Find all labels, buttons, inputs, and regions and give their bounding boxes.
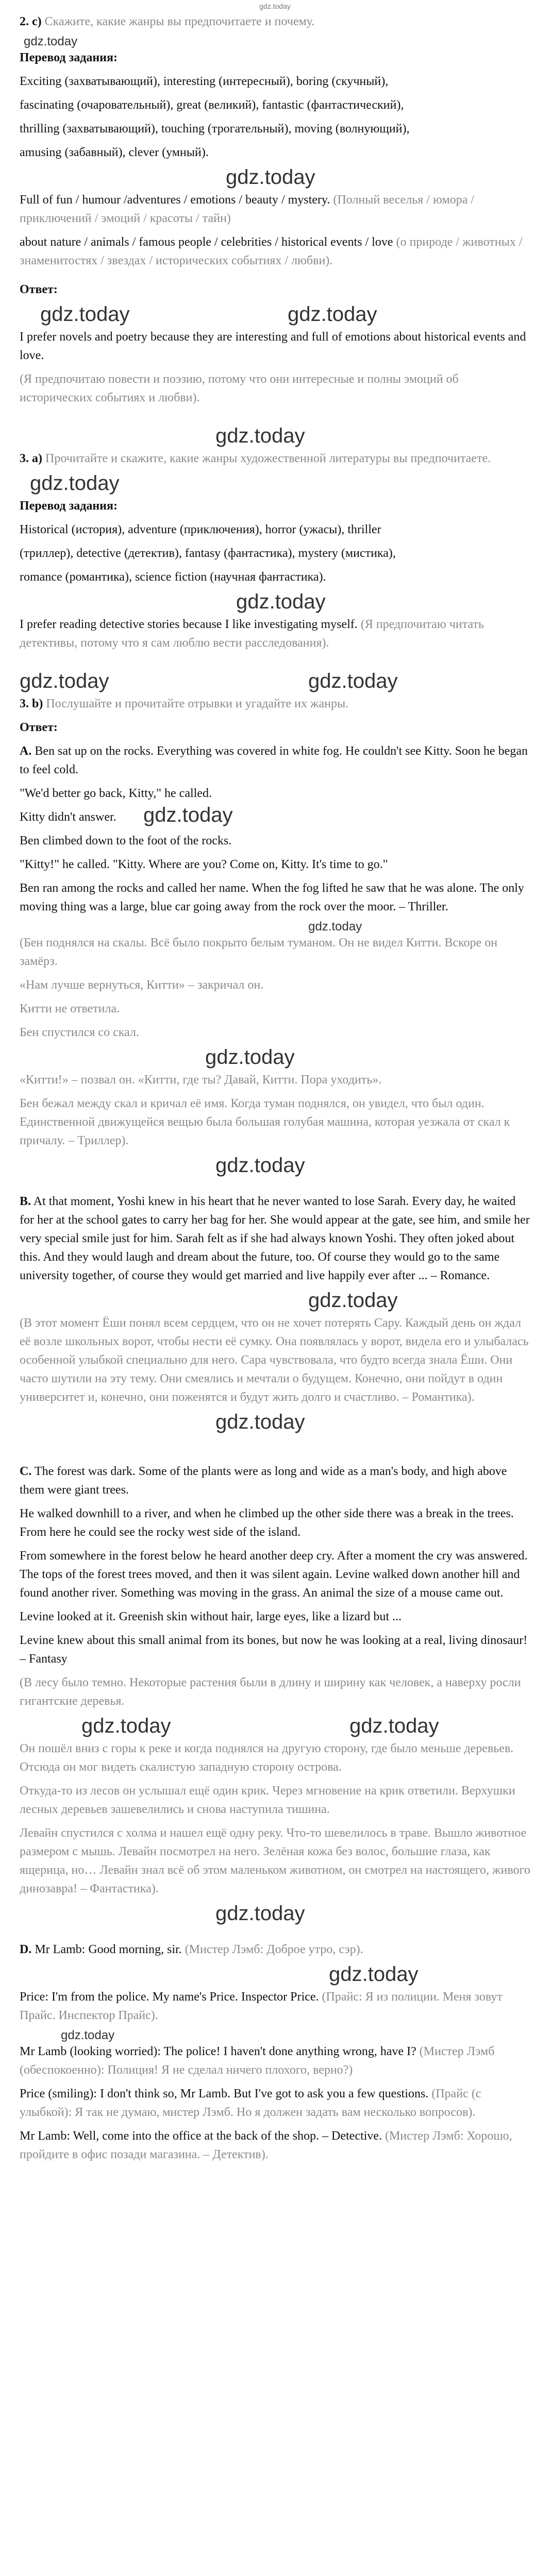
text-c-p5: Levine knew about this small animal from its bones, but now he was looking at a real, living dinosaur! – Fantasy: [20, 1634, 528, 1666]
text-a-p5: "Kitty!" he called. "Kitty. Where are you? Come on, Kitty. It's time to go.": [20, 858, 388, 871]
watermark-row: [20, 2030, 530, 2041]
text-a-ru: «Китти!» – позвал он. «Китти, где ты? Давай, Китти. Пора уходить».: [20, 1073, 382, 1087]
watermark-row: [20, 36, 530, 47]
task-number: 3. a): [20, 452, 42, 465]
vocab-en: about nature / animals / famous people / celebrities / historical events / love: [20, 235, 393, 249]
text-a-p3-row: [20, 804, 530, 826]
answer-label: Ответ:: [20, 283, 58, 296]
watermark-row: [20, 1412, 530, 1432]
watermark: gdz.today: [236, 590, 326, 613]
line-en: Price: I'm from the police. My name's Price. Inspector Price.: [20, 1990, 319, 2004]
task-number: 3. b): [20, 697, 43, 710]
text-c-ru: Он пошёл вниз с горы к реке и когда поднялся на другую сторону, где было меньше деревьев. Отсюда он мог видеть скалистую западную сторону острова.: [20, 1742, 514, 1774]
text-letter: D.: [20, 1943, 32, 1956]
text-a-ru: Китти не ответила.: [20, 1002, 120, 1015]
answer-en: I prefer novels and poetry because they are interesting and full of emotions about historical events and love.: [20, 330, 526, 362]
text-body: The forest was dark. Some of the plants were as long and wide as a man's body, and high above them were giant trees.: [20, 1465, 507, 1497]
translation-label: Перевод задания:: [20, 499, 118, 513]
task-instruction: Прочитайте и скажите, какие жанры художественной литературы вы предпочитаете.: [45, 452, 491, 465]
watermark: gdz.today: [288, 303, 377, 326]
answer-line: [20, 615, 530, 652]
text-a-p1: [20, 742, 530, 779]
text-c-p3: From somewhere in the forest below he heard another deep cry. After a moment the cry was answered. The tops of the forest trees moved, and then it was silent again. Levine walked down another hill and found another river. Something was moving in the grass. An animal the size of a mouse came out.: [20, 1549, 528, 1600]
vocab-line: [20, 191, 530, 228]
watermark-row: [20, 591, 530, 612]
watermark: gdz.today: [61, 2028, 115, 2042]
text-c-p1: [20, 1462, 530, 1499]
watermark-row: [20, 1047, 530, 1067]
translation-label: Перевод задания:: [20, 51, 118, 64]
spacer: [20, 412, 530, 426]
text-a-p2: "We'd better go back, Kitty," he called.: [20, 787, 212, 800]
text-a-p6: Ben ran among the rocks and called her name. When the fog lifted he saw that he was alone. The only moving thing was a large, blue car going away from the rock over the moor. – Thriller.: [20, 882, 524, 913]
watermark: gdz.today: [308, 670, 398, 692]
watermark: gdz.today: [215, 1902, 305, 1925]
text-c-ru: Откуда-то из лесов он услышал ещё один крик. Через мгновение на крик ответили. Верхушки лесных деревьев зашевелились и снова наступила тишина.: [20, 1784, 515, 1816]
vocab-ru: (Полный веселья / юмора / приключений / эмоций / красоты / тайн): [20, 193, 474, 225]
text-b-en: [20, 1192, 530, 1285]
task-number: 2. c): [20, 15, 42, 28]
watermark: gdz.today: [20, 670, 109, 692]
text-d-line: [20, 2127, 530, 2164]
text-a-ru: (Бен поднялся на скалы. Всё было покрыто белым туманом. Он не видел Китти. Вскоре он замёрз.: [20, 936, 497, 968]
watermark-row: [20, 671, 530, 691]
answer-label: Ответ:: [20, 721, 58, 734]
task-3a-heading: [20, 449, 530, 468]
answer-en: I prefer reading detective stories because I like investigating myself.: [20, 618, 358, 631]
watermark-row: [20, 1964, 530, 1985]
text-d-line: [20, 1988, 530, 2025]
line-en: Mr Lamb: Good morning, sir.: [35, 1943, 182, 1956]
text-a-ru: Бен спустился со скал.: [20, 1026, 139, 1039]
vocab-en: Full of fun / humour /adventures / emotions / beauty / mystery.: [20, 193, 330, 207]
task-instruction: Послушайте и прочитайте отрывки и угадайте их жанры.: [46, 697, 349, 710]
watermark-row: [20, 473, 530, 494]
task-3b-heading: [20, 694, 530, 713]
line-ru: (Мистер Лэмб (обеспокоенно): Полиция! Я не сделал ничего плохого, верно?): [20, 2045, 495, 2077]
watermark-row: [20, 1903, 530, 1924]
text-a-ru: «Нам лучше вернуться, Китти» – закричал он.: [20, 978, 264, 992]
answer-ru: (Я предпочитаю повести и поэзию, потому что они интересные и полны эмоций об исторических событиях и любви).: [20, 372, 459, 404]
text-letter: C.: [20, 1465, 32, 1478]
watermark: gdz.today: [308, 920, 362, 934]
text-body: Ben sat up on the rocks. Everything was covered in white fog. He couldn't see Kitty. Soon he began to feel cold.: [20, 744, 528, 776]
watermark: gdz.today: [215, 1154, 305, 1177]
watermark: gdz.today: [40, 303, 130, 326]
line-ru: (Прайс: Я из полиции. Меня зовут Прайс. Инспектор Прайс).: [20, 1990, 503, 2022]
watermark: gdz.today: [24, 35, 78, 48]
line-en: Price (smiling): I don't think so, Mr Lamb. But I've got to ask you a few questions.: [20, 2087, 429, 2100]
line-en: Mr Lamb (looking worried): The police! I haven't done anything wrong, have I?: [20, 2045, 416, 2058]
watermark-row: [20, 304, 530, 325]
spacer: [20, 1927, 530, 1940]
line-ru: (Мистер Лэмб: Доброе утро, сэр).: [185, 1943, 363, 1956]
vocab-line: thrilling (захватывающий), touching (трогательный), moving (волнующий),: [20, 122, 410, 135]
text-a-p4: Ben climbed down to the foot of the rocks.: [20, 834, 232, 848]
watermark-row: [20, 1716, 530, 1736]
vocab-line: [20, 233, 530, 270]
watermark: gdz.today: [30, 472, 120, 495]
site-mark: gdz.today: [259, 2, 291, 10]
task-instruction: Скажите, какие жанры вы предпочитаете и почему.: [44, 15, 315, 28]
answer-ru: (Я предпочитаю читать детективы, потому что я сам люблю вести расследования).: [20, 618, 484, 650]
watermark: gdz.today: [143, 804, 233, 826]
spacer: [20, 1179, 530, 1192]
text-c-p2: He walked downhill to a river, and when he climbed up the other side there was a break in the trees. From here he could see the rocky west side of the island.: [20, 1507, 514, 1539]
vocab-line: (триллер), detective (детектив), fantasy (фантастика), mystery (мистика),: [20, 547, 396, 560]
spacer: [20, 1449, 530, 1462]
vocab-line: romance (романтика), science fiction (научная фантастика).: [20, 570, 326, 584]
line-ru: (Прайс (с улыбкой): Я так не думаю, мистер Лэмб. Но я должен задать вам несколько вопросов).: [20, 2087, 481, 2119]
text-a-p3: Kitty didn't answer.: [20, 810, 116, 824]
vocab-ru: (о природе / животных / знаменитостях / звездах / исторических событиях / любви).: [20, 235, 523, 267]
watermark: gdz.today: [215, 425, 305, 447]
text-c-ru: Левайн спустился с холма и нашел ещё одну реку. Что-то шевелилось в траве. Вышло животное размером с мышь. Левайн посмотрел на него. Зелёная кожа без волос, большие глаза, как ящерица, но… Левайн знал всё об этом маленьком животном, он смотрел на настоящего, живого динозавра! – Фантастика).: [20, 1826, 530, 1895]
text-d-line: [20, 2084, 530, 2122]
vocab-line: Historical (история), adventure (приключения), horror (ужасы), thriller: [20, 523, 381, 536]
vocab-line: Exciting (захватывающий), interesting (интересный), boring (скучный),: [20, 75, 389, 88]
text-letter: A.: [20, 744, 32, 758]
text-body: At that moment, Yoshi knew in his heart that he never wanted to lose Sarah. Every day, he waited for her at the school gates to carry her bag for her. She would appear at the gate, see him, and smile her very special smile just for him. Sarah felt as if she had always known Yoshi. They often joked about this. And they would laugh and dream about the future, too. Of course they would go to the same university together, of course they would get married and live happily ever after ... – Romance.: [20, 1195, 530, 1282]
line-en: Mr Lamb: Well, come into the office at the back of the shop. – Detective.: [20, 2129, 382, 2143]
task-2c-heading: [20, 12, 530, 31]
watermark-row: [20, 1290, 530, 1311]
watermark-row: [20, 921, 530, 933]
watermark-row: [20, 426, 530, 446]
spacer: [20, 657, 530, 671]
text-c-p4: Levine looked at it. Greenish skin without hair, large eyes, like a lizard but ...: [20, 1610, 402, 1623]
text-d-line: [20, 1940, 530, 1959]
text-a-ru: Бен бежал между скал и кричал её имя. Когда туман поднялся, он увидел, что был один. Единственной движущейся вещью была большая голубая машина, которая уезжала от скал к причалу. – Триллер).: [20, 1097, 510, 1147]
watermark: gdz.today: [329, 1963, 419, 1986]
text-b-ru: (В этот момент Ёши понял всем сердцем, что он не хочет потерять Сару. Каждый день он ждал её возле школьных ворот, чтобы нести её сумку. Она появлялась у ворот, видела его и улыбалась особенной улыбкой специально для него. Сара чувствовала, что будто всегда знала Ёши. Они часто шутили на эту тему. Они смеялись и мечтали о будущем. Конечно, они пойдут в один университет и, конечно, они поженятся и будут жить долго и счастливо. – Романтика).: [20, 1316, 529, 1404]
text-c-ru: (В лесу было темно. Некоторые растения были в длину и ширину как человек, а наверху росли гигантские деревья.: [20, 1676, 521, 1708]
vocab-line: amusing (забавный), clever (умный).: [20, 146, 209, 159]
watermark: gdz.today: [205, 1046, 295, 1069]
watermark: gdz.today: [81, 1715, 171, 1737]
watermark: gdz.today: [215, 1411, 305, 1433]
watermark: gdz.today: [226, 166, 315, 189]
vocab-line: fascinating (очаровательный), great (великий), fantastic (фантастический),: [20, 98, 404, 112]
watermark-row: [20, 1155, 530, 1176]
spacer: [20, 1435, 530, 1449]
watermark: gdz.today: [349, 1715, 439, 1737]
text-letter: B.: [20, 1195, 31, 1208]
line-ru: (Мистер Лэмб: Хорошо, пройдите в офис позади магазина. – Детектив).: [20, 2129, 512, 2161]
text-d-line: [20, 2042, 530, 2079]
watermark-row: [20, 167, 530, 188]
watermark: gdz.today: [308, 1289, 398, 1312]
